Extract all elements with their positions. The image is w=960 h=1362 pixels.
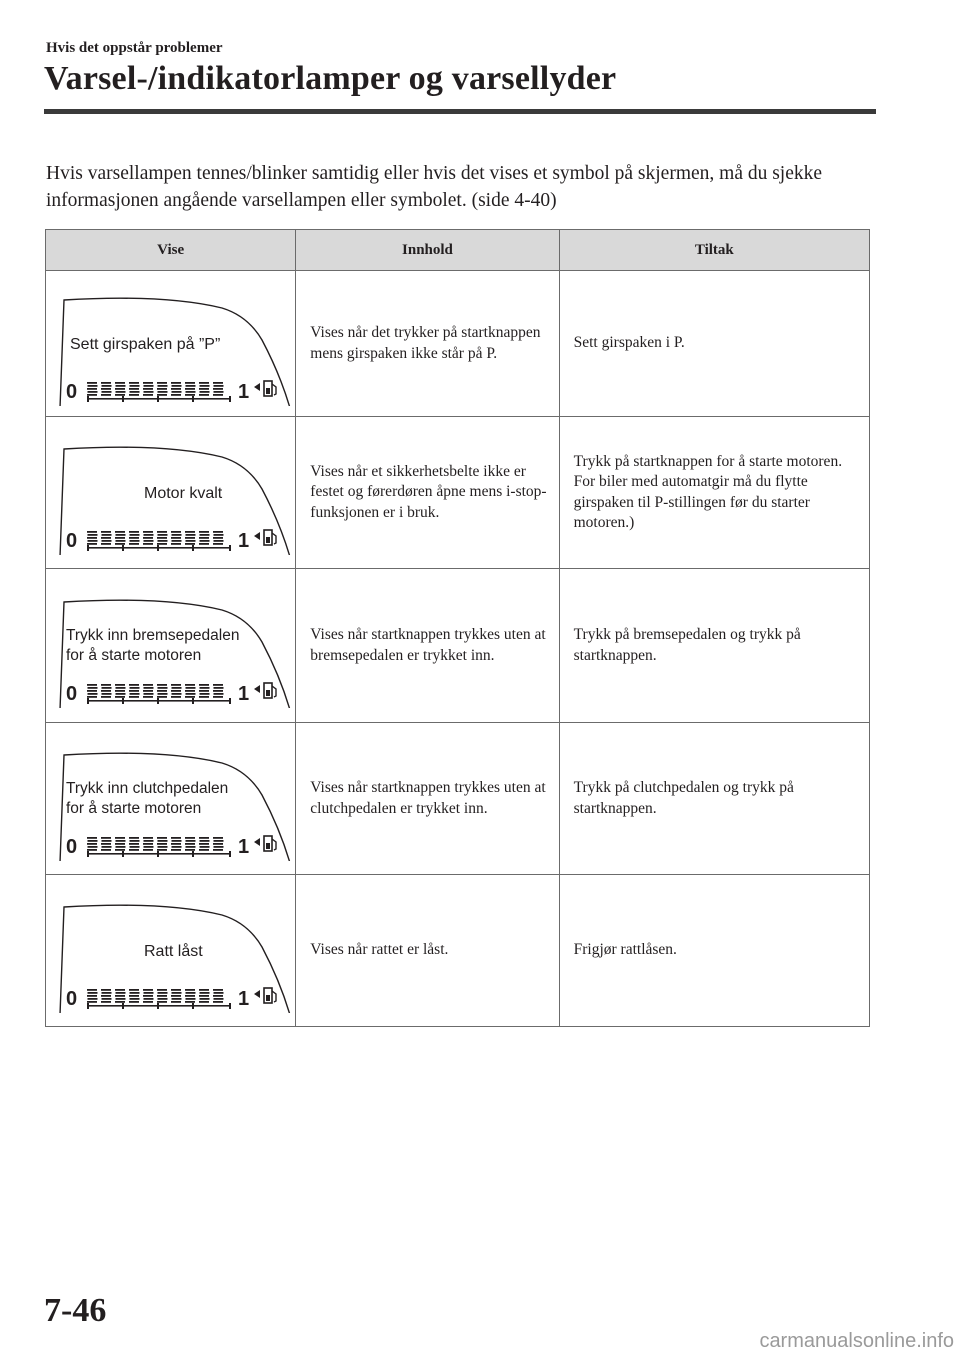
gauge-tick — [192, 1003, 194, 1009]
gauge-segment — [171, 837, 182, 851]
gauge-tick — [87, 1003, 89, 1009]
display-illustration — [54, 889, 292, 1013]
gauge-segment — [157, 837, 168, 851]
gauge-segment — [115, 837, 126, 851]
gauge-tick — [157, 1003, 159, 1009]
gauge-segment — [101, 382, 112, 396]
gauge-tick — [229, 396, 231, 402]
gauge-tick — [122, 698, 124, 704]
display-message-line: for å starte motoren — [66, 799, 202, 817]
watermark: carmanualsonline.info — [759, 1330, 954, 1352]
gauge-segment — [171, 684, 182, 698]
header-innhold: Innhold — [296, 230, 559, 271]
gauge-segment — [101, 989, 112, 1003]
gauge-segment — [87, 382, 98, 396]
gauge-tick — [122, 545, 124, 551]
intro-paragraph: Hvis varsellampen tennes/blinker samtidig eller hvis det vises et symbol på skjermen, må du sjekke informasjonen angående varsellampen eller symbolet. (side 4-40) — [46, 163, 823, 211]
page-title: Varsel-/indikatorlamper og varsellyder — [44, 60, 617, 97]
gauge-segment — [157, 989, 168, 1003]
gauge-full-label: 1 — [238, 835, 250, 858]
gauge-segment — [213, 989, 224, 1003]
gauge-segment — [115, 531, 126, 545]
fuel-pump-icon — [254, 683, 276, 698]
gauge-tick — [122, 1003, 124, 1009]
gauge-segment — [143, 989, 154, 1003]
gauge-segment — [115, 382, 126, 396]
gauge-segment — [143, 531, 154, 545]
display-cell — [46, 569, 296, 723]
gauge-full-label: 1 — [238, 529, 250, 552]
tiltak-cell: Trykk på startknappen for å starte motoren. For biler med automatgir må du flytte girspaken til P-stillingen før du starter motoren.) — [559, 417, 869, 569]
gauge-segment — [185, 837, 196, 851]
display-message-line: Ratt låst — [144, 942, 203, 960]
gauge-segment — [213, 531, 224, 545]
title-divider — [44, 109, 876, 114]
gauge-segment — [115, 684, 126, 698]
gauge-segment — [129, 837, 140, 851]
tiltak-cell: Frigjør rattlåsen. — [559, 875, 869, 1027]
gauge-tick — [192, 396, 194, 402]
gauge-segment — [213, 684, 224, 698]
innhold-cell: Vises når startknappen trykkes uten at clutchpedalen er trykket inn. — [296, 723, 559, 875]
table-row — [46, 569, 870, 723]
gauge-segment — [87, 684, 98, 698]
gauge-tick — [157, 851, 159, 857]
innhold-cell: Vises når det trykker på startknappen mens girspaken ikke står på P. — [296, 271, 559, 417]
gauge-segment — [129, 382, 140, 396]
tiltak-cell: Trykk på bremsepedalen og trykk på startknappen. — [559, 569, 869, 723]
gauge-tick — [87, 545, 89, 551]
gauge-segment — [157, 531, 168, 545]
display-message-line: for å starte motoren — [66, 646, 202, 664]
innhold-cell: Vises når et sikkerhetsbelte ikke er festet og førerdøren åpne mens i-stop-funksjonen er i bruk. — [296, 417, 559, 569]
gauge-empty-label: 0 — [66, 529, 78, 552]
gauge-segment — [129, 684, 140, 698]
gauge-segment — [143, 684, 154, 698]
gauge-segment — [213, 837, 224, 851]
gauge-tick — [157, 545, 159, 551]
gauge-tick — [229, 851, 231, 857]
innhold-cell: Vises når startknappen trykkes uten at bremsepedalen er trykket inn. — [296, 569, 559, 723]
gauge-segment — [185, 989, 196, 1003]
gauge-segment — [199, 989, 210, 1003]
table-row — [46, 271, 870, 417]
table-row — [46, 875, 870, 1027]
gauge-segment — [143, 837, 154, 851]
gauge-tick — [229, 1003, 231, 1009]
gauge-segment — [185, 684, 196, 698]
gauge-tick — [192, 698, 194, 704]
gauge-segment — [87, 837, 98, 851]
gauge-segment — [199, 382, 210, 396]
gauge-empty-label: 0 — [66, 987, 78, 1010]
gauge-segment — [143, 382, 154, 396]
gauge-segment — [171, 382, 182, 396]
gauge-tick — [87, 851, 89, 857]
header-tiltak: Tiltak — [559, 230, 869, 271]
gauge-tick — [87, 396, 89, 402]
gauge-segment — [87, 531, 98, 545]
gauge-empty-label: 0 — [66, 682, 78, 705]
fuel-pump-icon — [254, 530, 276, 545]
fuel-pump-icon — [254, 988, 276, 1003]
display-cell — [46, 875, 296, 1027]
display-message-line: Motor kvalt — [144, 484, 223, 502]
table-header-row — [46, 230, 870, 271]
gauge-segment — [157, 382, 168, 396]
gauge-empty-label: 0 — [66, 835, 78, 858]
section-label: Hvis det oppstår problemer — [46, 40, 223, 56]
display-cell — [46, 417, 296, 569]
gauge-full-label: 1 — [238, 682, 250, 705]
innhold-cell: Vises når rattet er låst. — [296, 875, 559, 1027]
gauge-segment — [101, 837, 112, 851]
gauge-segment — [115, 989, 126, 1003]
display-message-line: Trykk inn bremsepedalen — [66, 626, 240, 644]
gauge-segment — [101, 531, 112, 545]
gauge-segment — [185, 382, 196, 396]
table-body — [46, 271, 870, 1027]
gauge-tick — [229, 545, 231, 551]
display-illustration — [54, 584, 292, 708]
table-row — [46, 417, 870, 569]
gauge-segment — [213, 382, 224, 396]
page-number: 7-46 — [44, 1292, 107, 1329]
gauge-tick — [229, 698, 231, 704]
display-message-line: Sett girspaken på ”P” — [70, 335, 221, 353]
gauge-tick — [157, 396, 159, 402]
gauge-tick — [192, 545, 194, 551]
gauge-tick — [87, 698, 89, 704]
warning-table — [45, 229, 870, 1027]
display-illustration — [54, 282, 292, 406]
display-cell — [46, 271, 296, 417]
display-illustration — [54, 431, 292, 555]
gauge-full-label: 1 — [238, 380, 250, 403]
header-vise: Vise — [46, 230, 296, 271]
gauge-segment — [171, 531, 182, 545]
display-message-line: Trykk inn clutchpedalen — [66, 779, 229, 797]
gauge-segment — [87, 989, 98, 1003]
gauge-full-label: 1 — [238, 987, 250, 1010]
gauge-segment — [199, 837, 210, 851]
gauge-segment — [171, 989, 182, 1003]
display-cell — [46, 723, 296, 875]
gauge-empty-label: 0 — [66, 380, 78, 403]
gauge-segment — [199, 531, 210, 545]
table-row — [46, 723, 870, 875]
gauge-tick — [122, 396, 124, 402]
gauge-segment — [129, 989, 140, 1003]
fuel-pump-icon — [254, 836, 276, 851]
gauge-segment — [185, 531, 196, 545]
gauge-tick — [157, 698, 159, 704]
fuel-pump-icon — [254, 381, 276, 396]
gauge-tick — [122, 851, 124, 857]
gauge-segment — [129, 531, 140, 545]
tiltak-cell: Sett girspaken i P. — [559, 271, 869, 417]
tiltak-cell: Trykk på clutchpedalen og trykk på startknappen. — [559, 723, 869, 875]
gauge-segment — [101, 684, 112, 698]
gauge-segment — [157, 684, 168, 698]
gauge-segment — [199, 684, 210, 698]
gauge-tick — [192, 851, 194, 857]
display-illustration — [54, 737, 292, 861]
